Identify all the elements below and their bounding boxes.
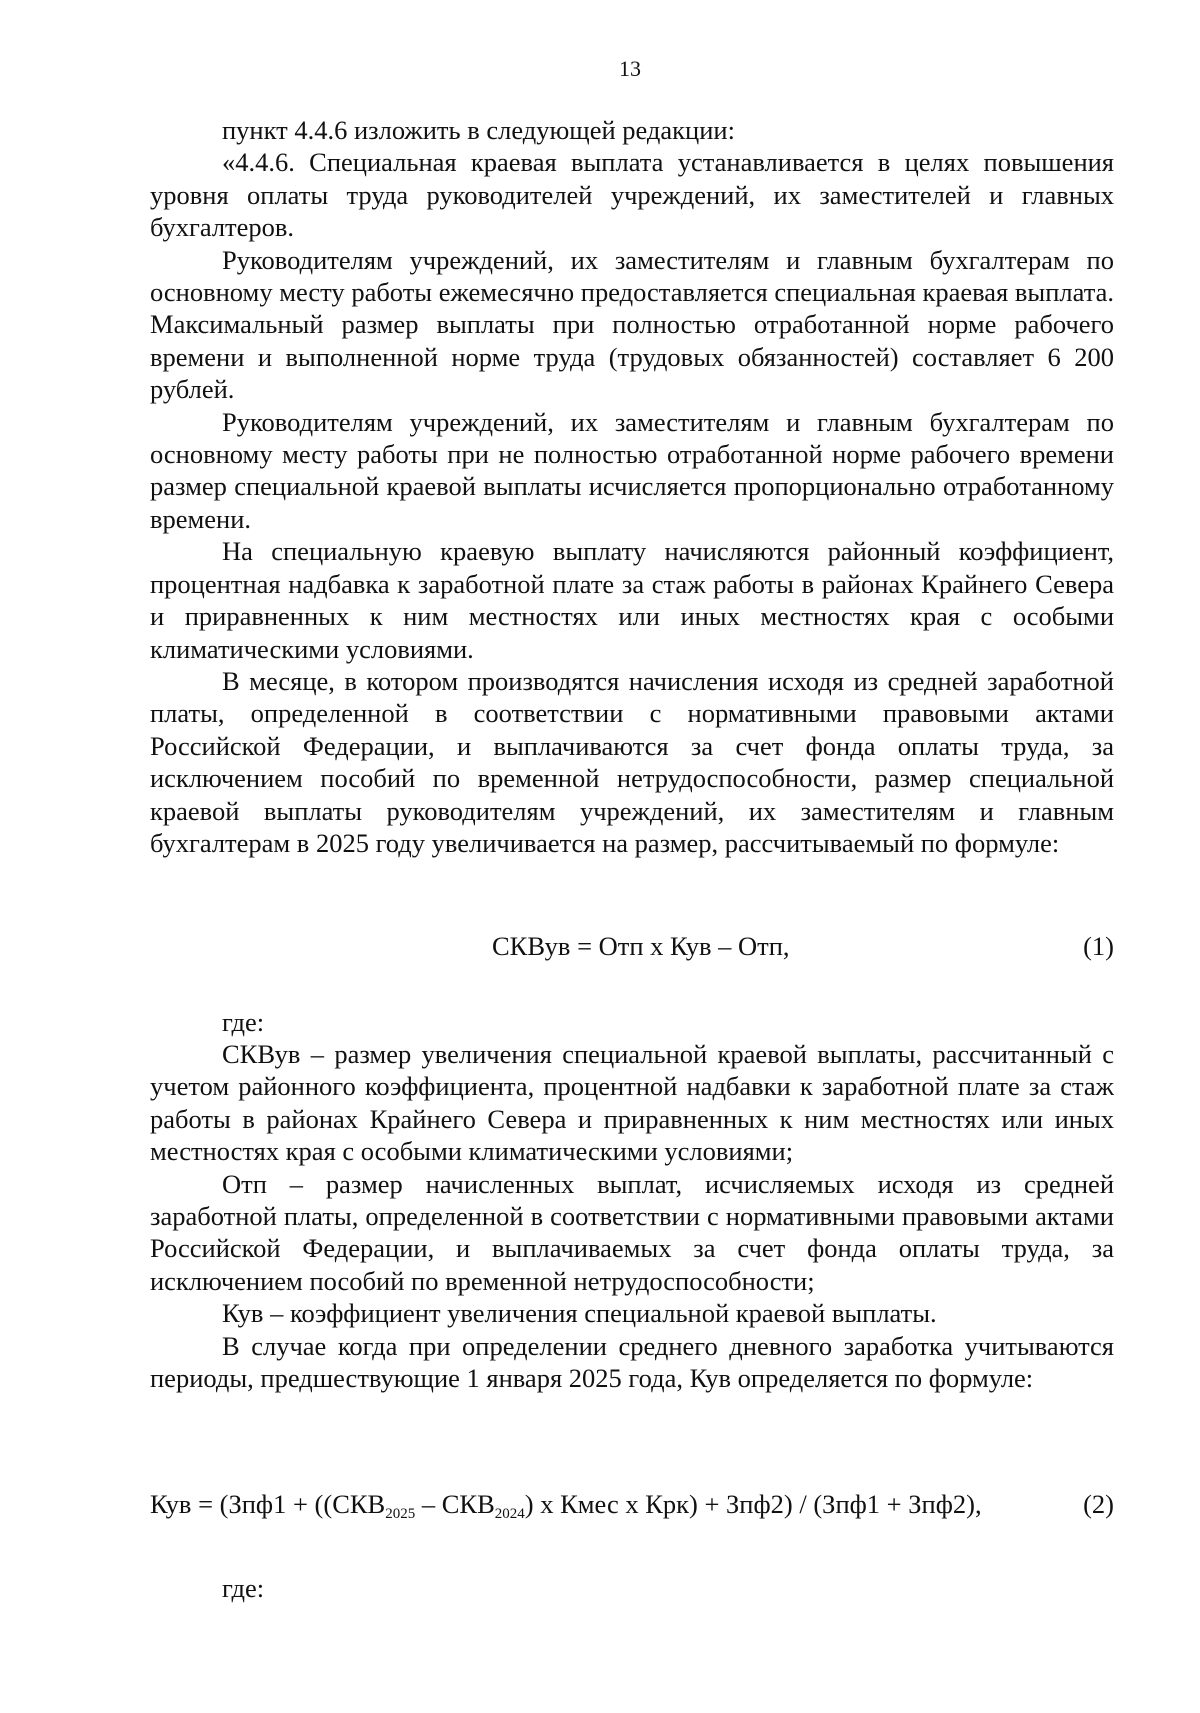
where-label: где: (222, 1007, 265, 1037)
paragraph: Руководителям учреждений, их заместителям и главным бухгалтерам по основному месту работы ежемесячно предоставляется специальная краевая выплата. Максимальный размер выплаты при полностью отработанной норме рабочего времени и выполненной норме труда (трудовых обязанностей) составляет 6 200 рублей. (150, 244, 1114, 405)
formula-2-text: ) х Кмес х Крк) + Зпф2) / (Зпф1 + Зпф2), (524, 1489, 982, 1519)
intro-line: пункт 4.4.6 изложить в следующей редакции: (222, 115, 735, 145)
formula-1-number: (1) (1083, 931, 1114, 961)
definitions (150, 1038, 1114, 1394)
where-label: где: (222, 1573, 265, 1603)
formula-1-expression: СКВув = Отп х Кув – Отп, (492, 931, 790, 961)
formula-2-subscript: 2025 (385, 1506, 416, 1522)
formula-2-number: (2) (1083, 1489, 1114, 1519)
formula-2-subscript: 2024 (494, 1506, 525, 1522)
definition: Кув – коэффициент увеличения специальной краевой выплаты. (222, 1298, 937, 1329)
paragraph: «4.4.6. Специальная краевая выплата устанавливается в целях повышения уровня оплаты труда руководителей учреждений, их заместителей и главных бухгалтеров. (150, 147, 1114, 243)
paragraph: Руководителям учреждений, их заместителям и главным бухгалтерам по основному месту работы при не полностью отработанной норме рабочего времени размер специальной краевой выплаты исчисляется пропорционально отработанному времени. (150, 406, 1114, 534)
formula-2-text: – СКВ (415, 1489, 495, 1519)
formula-2-text: Кув = (Зпф1 + ((СКВ (150, 1489, 386, 1519)
document-body (150, 114, 1114, 859)
paragraph: На специальную краевую выплату начисляются районный коэффициент, процентная надбавка к заработной плате за стаж работы в районах Крайнего Севера и приравненных к ним местностях или иных местностях края с особыми климатическими условиями. (150, 536, 1114, 664)
definition: Отп – размер начисленных выплат, исчисляемых исходя из средней заработной платы, определенной в соответствии с нормативными правовыми актами Российской Федерации, и выплачиваемых за счет фонда оплаты труда, за исключением пособий по временной нетрудоспособности; (150, 1168, 1114, 1296)
definition: СКВув – размер увеличения специальной краевой выплаты, рассчитанный с учетом районного коэффициента, процентной надбавки к заработной плате за стаж работы в районах Крайнего Севера и приравненных к ним местностях или иных местностях края с особыми климатическими условиями; (150, 1039, 1114, 1167)
paragraph: В месяце, в котором производятся начисления исходя из средней заработной платы, определенной в соответствии с нормативными правовыми актами Российской Федерации, и выплачиваются за счет фонда оплаты труда, за исключением пособий по временной нетрудоспособности, размер специальной краевой выплаты руководителям учреждений, их заместителям и главным бухгалтерам в 2025 году увеличивается на размер, рассчитываемый по формуле: (150, 665, 1114, 858)
page-number: 13 (619, 56, 641, 81)
paragraph: В случае когда при определении среднего дневного заработка учитываются периоды, предшествующие 1 января 2025 года, Кув определяется по формуле: (150, 1330, 1114, 1394)
formula-2-expression (150, 1488, 982, 1530)
